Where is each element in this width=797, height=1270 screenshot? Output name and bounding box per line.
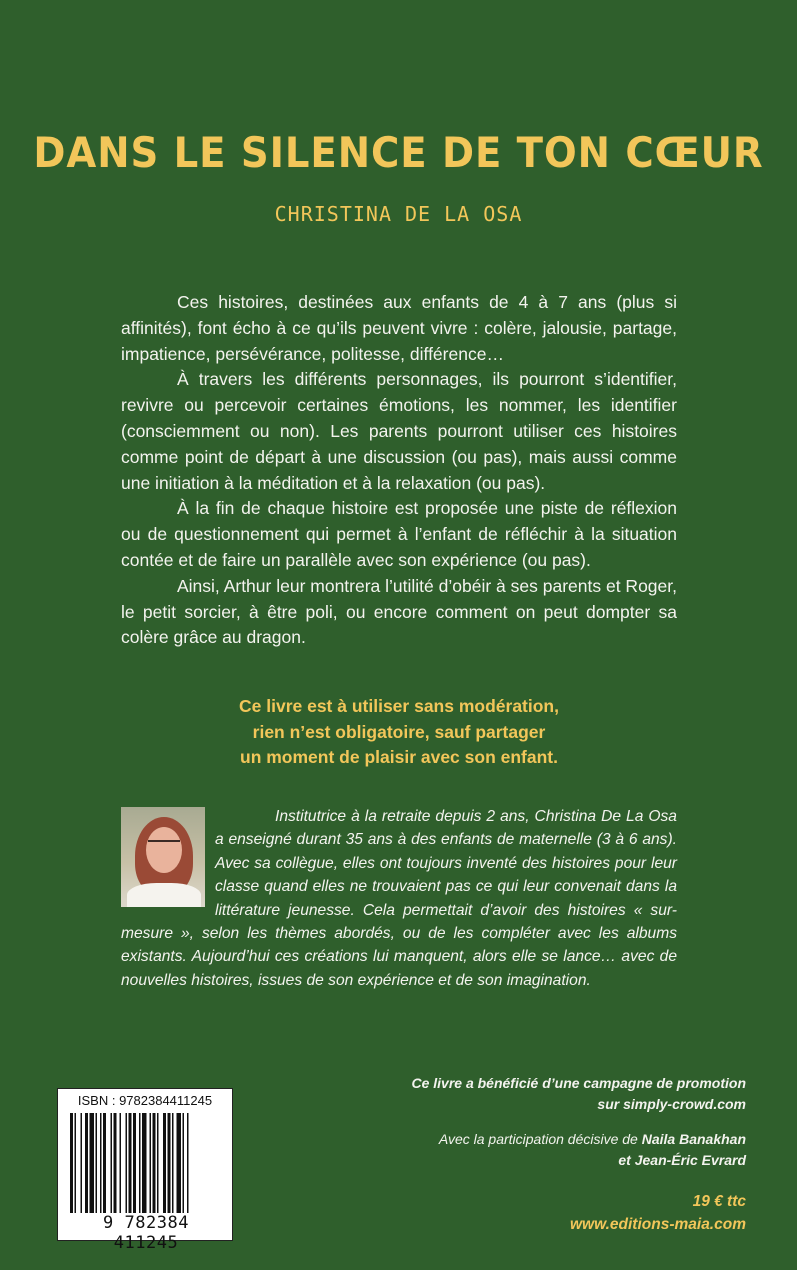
author-bio	[121, 805, 677, 992]
publisher-website: www.editions-maia.com	[570, 1216, 746, 1233]
author-bio-text: Institutrice à la retraite depuis 2 ans, Christina De La Osa a enseigné durant 35 ans à des enfants de maternelle (3 à 6 ans). Avec sa collègue, elles ont toujours inventé des histoires pour leur classe quand elles ne trouvaient pas ce qui leur convenait dans la littérature jeunesse. Cela permettait d’avoir des histoires « sur-mesure », selon les thèmes abordés, ou de les compléter avec les albums existants. Aujourd’hui ces créations lui manquent, alors elle se lance… avec de nouvelles histoires, issues de son expérience et de son imagination.	[121, 808, 677, 989]
highlight-quote	[121, 694, 677, 771]
credits	[326, 1073, 746, 1171]
synopsis-paragraph: À la fin de chaque histoire est proposée une piste de réflexion ou de questionnement qui permet à l’enfant de réfléchir à la situation contée et de faire un parallèle avec son expérience (ou pas).	[121, 498, 677, 570]
highlight-line: un moment de plaisir avec son enfant.	[240, 747, 558, 767]
participant-name: et Jean-Éric Evrard	[618, 1152, 746, 1168]
synopsis-paragraph: Ainsi, Arthur leur montrera l’utilité d’obéir à ses parents et Roger, le petit sorcier, à être poli, ou encore comment on peut dompter sa colère grâce au dragon.	[121, 575, 677, 648]
price: 19 € ttc	[692, 1193, 746, 1210]
synopsis-paragraph: Ces histoires, destinées aux enfants de 4 à 7 ans (plus si affinités), font écho à ce qu’ils peuvent vivre : colère, jalousie, partage, impatience, persévérance, politesse, différence…	[121, 292, 677, 364]
book-title: DANS LE SILENCE DE TON CŒUR	[33, 128, 764, 177]
isbn-digits: 9 782384 411245	[103, 1213, 189, 1253]
synopsis	[121, 290, 677, 651]
highlight-line: Ce livre est à utiliser sans modération,	[239, 696, 559, 716]
book-author: CHRISTINA DE LA OSA	[274, 202, 523, 226]
campaign-line: sur simply-crowd.com	[597, 1096, 746, 1112]
participation-prefix: Avec la participation décisive de	[438, 1131, 638, 1147]
participant-name: Naila Banakhan	[641, 1131, 746, 1147]
synopsis-paragraph: À travers les différents personnages, ils pourront s’identifier, revivre ou percevoir certaines émotions, les nommer, les identifier (consciemment ou non). Les parents pourront utiliser ces histoires comme point de départ à une discussion (ou pas), mais aussi comme une initiation à la méditation et à la relaxation (ou pas).	[121, 369, 677, 493]
barcode-bars	[68, 1113, 224, 1213]
highlight-line: rien n’est obligatoire, sauf partager	[252, 721, 546, 742]
campaign-line: Ce livre a bénéficié d’une campagne de promotion	[411, 1075, 746, 1091]
isbn-label: ISBN : 9782384411245	[77, 1093, 213, 1108]
price-block	[446, 1190, 746, 1236]
barcode	[57, 1088, 233, 1253]
